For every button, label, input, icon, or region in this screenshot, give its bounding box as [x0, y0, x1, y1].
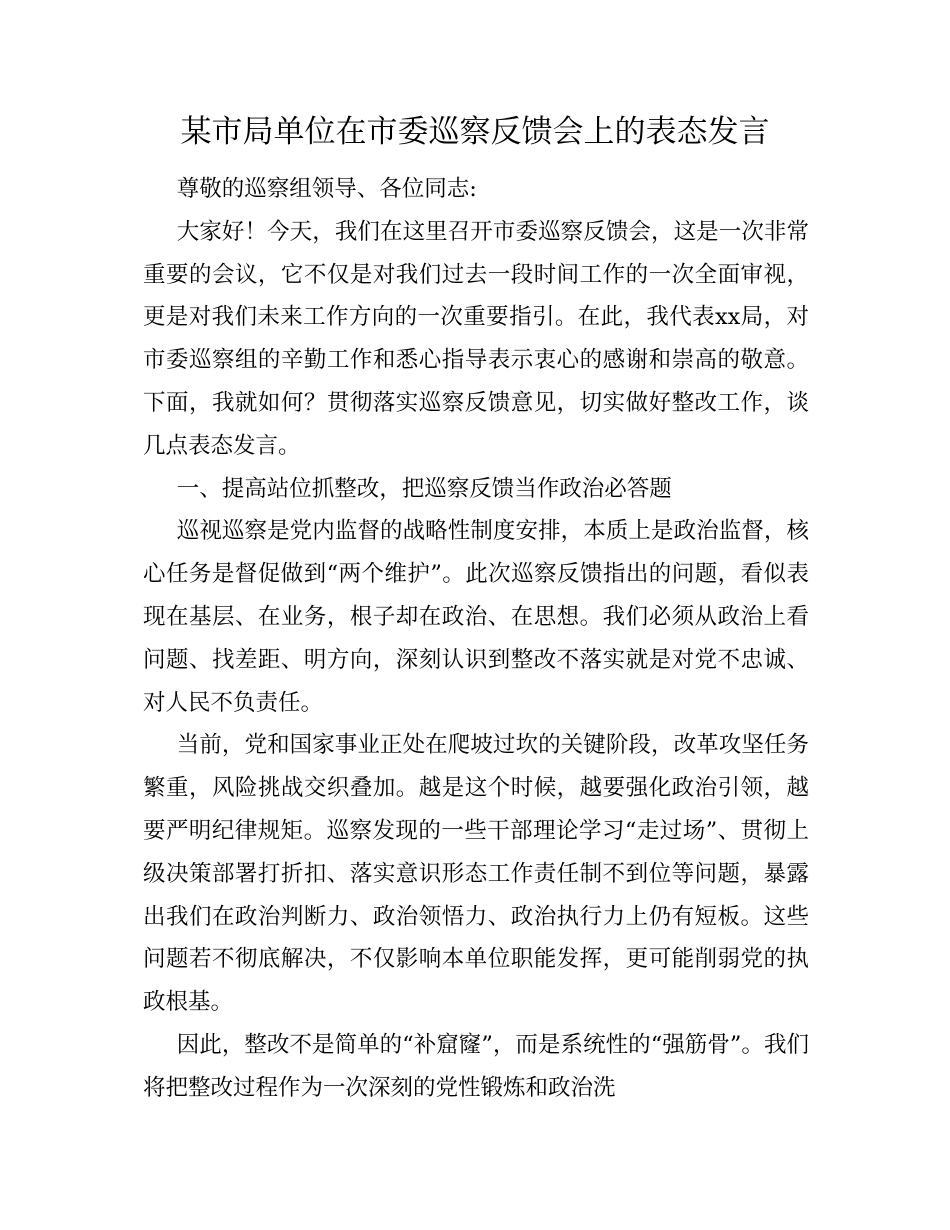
opening-paragraph: 大家好！今天，我们在这里召开市委巡察反馈会，这是一次非常重要的会议，它不仅是对我们过去一段时间工作的一次全面审视，更是对我们未来工作方向的一次重要指引。在此，我代表xx局，对市委巡察组的辛勤工作和悉心指导表示衷心的感谢和崇高的敬意。下面，我就如何？贯彻落实巡察反馈意见，切实做好整改工作，谈几点表态发言。 [143, 218, 809, 459]
document-title: 某市局单位在市委巡察反馈会上的表态发言 [180, 114, 770, 150]
document-body [143, 168, 809, 1110]
salutation-paragraph: 尊敬的巡察组领导、各位同志: [176, 176, 477, 202]
body-paragraph: 当前，党和国家事业正处在爬坡过坎的关键阶段，改革攻坚任务繁重，风险挑战交织叠加。越是这个时候，越要强化政治引领，越要严明纪律规矩。巡察发现的一些干部理论学习“走过场”、贯彻上级决策部署打折扣、落实意识形态工作责任制不到位等问题，暴露出我们在政治判断力、政治领悟力、政治执行力上仍有短板。这些问题若不彻底解决，不仅影响本单位职能发挥，更可能削弱党的执政根基。 [143, 732, 809, 1016]
body-paragraph: 巡视巡察是党内监督的战略性制度安排，本质上是政治监督，核心任务是督促做到“两个维护”。此次巡察反馈指出的问题，看似表现在基层、在业务，根子却在政治、在思想。我们必须从政治上看问题、找差距、明方向，深刻认识到整改不落实就是对党不忠诚、对人民不负责任。 [143, 518, 809, 716]
body-paragraph: 因此，整改不是简单的“补窟窿”，而是系统性的“强筋骨”。我们将把整改过程作为一次深刻的党性锻炼和政治洗 [143, 1031, 809, 1101]
section-heading: 一、提高站位抓整改，把巡察反馈当作政治必答题 [176, 475, 672, 502]
